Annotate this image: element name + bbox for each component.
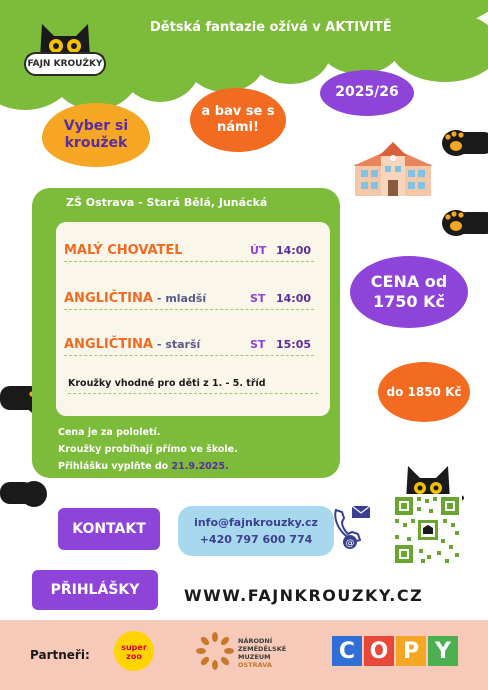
course-name: MALÝ CHOVATEL	[64, 243, 183, 258]
have-fun-bubble: a bav se s námi!	[190, 88, 286, 152]
copy-logo	[332, 636, 458, 666]
nzm-line: ZEMĚDĚLSKÉ	[238, 645, 287, 653]
nzm-line: MUZEUM	[238, 653, 271, 661]
website-url[interactable]: WWW.FAJNKROUZKY.CZ	[184, 586, 424, 605]
info-line: Cena je za pololetí.	[58, 427, 161, 438]
copy-letter: Y	[428, 636, 458, 666]
logo-text: FAJN KROUŽKY	[24, 52, 106, 76]
nzm-line: NÁRODNÍ	[238, 637, 273, 645]
copy-letter: C	[332, 636, 362, 666]
fajn-krouzky-logo	[18, 18, 112, 82]
phone-link[interactable]: +420 797 600 774	[199, 533, 313, 546]
course-time: 15:05	[276, 338, 312, 351]
cat-paw-icon	[436, 124, 488, 160]
email-link[interactable]: info@fajnkrouzky.cz	[194, 516, 318, 529]
school-year-bubble: 2025/26	[320, 70, 414, 116]
course-day: ST	[250, 292, 266, 305]
deadline-date: 21.9.2025.	[171, 461, 229, 472]
contact-box	[178, 506, 334, 556]
age-note: Kroužky vhodné pro děti z 1. - 5. tříd	[68, 378, 318, 394]
price-bubble: CENA od 1750 Kč	[350, 256, 468, 328]
contact-button[interactable]: KONTAKT	[58, 508, 160, 550]
course-row	[64, 334, 314, 356]
course-name: ANGLIČTINA	[64, 337, 153, 352]
info-line: Kroužky probíhají přímo ve škole.	[58, 444, 238, 455]
card-info	[58, 424, 238, 475]
qr-code-icon[interactable]	[392, 494, 462, 566]
info-line	[58, 458, 238, 475]
deadline-prefix: Přihlášku vyplňte do	[58, 461, 172, 472]
nzm-wheat-icon	[196, 632, 234, 670]
school-address: ZŠ Ostrava - Stará Bělá, Junácká	[66, 196, 268, 209]
course-subtitle: - mladší	[156, 292, 207, 305]
svg-text:@: @	[345, 538, 355, 549]
course-time: 14:00	[276, 292, 312, 305]
copy-letter: O	[364, 636, 394, 666]
course-name: ANGLIČTINA	[64, 291, 153, 306]
course-row	[64, 240, 314, 262]
choose-course-bubble: Vyber si kroužek	[42, 103, 150, 167]
headline: Dětská fantazie ožívá v AKTIVITĚ	[150, 20, 392, 35]
cat-paw-icon	[0, 476, 52, 512]
partners-label: Partneři:	[30, 648, 90, 662]
nzm-city: OSTRAVA	[238, 661, 272, 669]
copy-letter: P	[396, 636, 426, 666]
applications-button[interactable]: PŘIHLÁŠKY	[32, 570, 158, 610]
nzm-logo-text	[238, 637, 286, 669]
course-time: 14:00	[276, 244, 312, 257]
course-day: ÚT	[250, 244, 267, 257]
school-building-icon	[353, 138, 433, 198]
course-row	[64, 288, 314, 310]
course-subtitle: - starší	[156, 338, 201, 351]
course-day: ST	[250, 338, 266, 351]
cat-paw-icon	[438, 206, 488, 240]
superzoo-logo: super zoo	[114, 631, 154, 671]
phone-mail-icon	[330, 502, 372, 550]
max-price-bubble: do 1850 Kč	[378, 362, 470, 422]
